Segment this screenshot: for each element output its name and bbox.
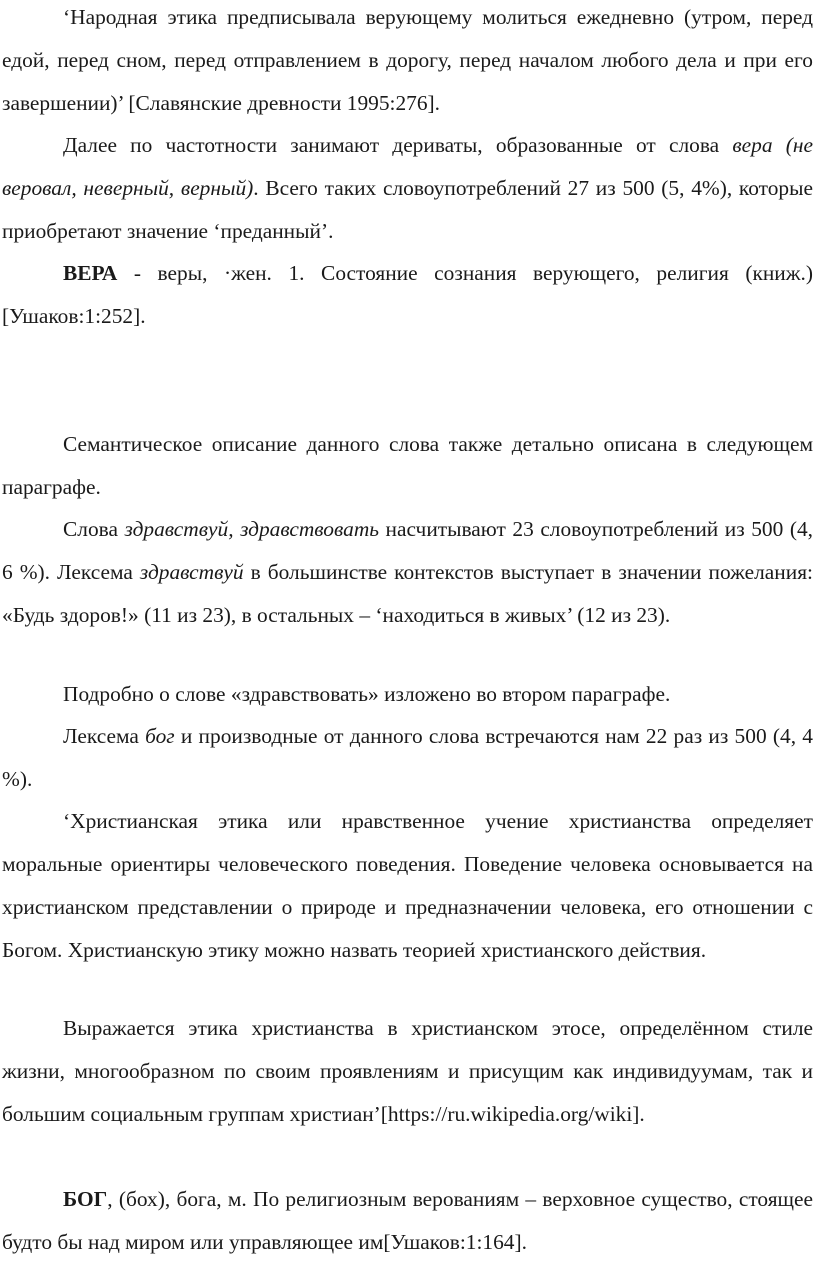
paragraph-text: Семантическое описание данного слова также детально описана в следующем параграфе. <box>2 432 813 500</box>
paragraph-text: и производные от данного слова встречаются нам 22 раз из 500 (4, 4 %). <box>2 724 813 792</box>
paragraph-text: Слова <box>63 517 125 541</box>
dictionary-entry-vera <box>2 252 813 338</box>
dictionary-entry-bog <box>2 1178 813 1264</box>
headword: БОГ <box>63 1187 108 1211</box>
paragraph-vera-derivatives <box>2 124 813 253</box>
italic-term: вера (не веровал, неверный, верный) <box>2 133 814 201</box>
definition-text: , (бох), бога, м. По религиозным верованиям – верховное существо, стоящее будто бы над миром или управляющее им[Ушаков:1:164]. <box>2 1187 813 1255</box>
paragraph-text: ‘Народная этика предписывала верующему молиться ежедневно (утром, перед едой, перед сном, перед отправлением в дорогу, перед началом любого дела и при его завершении)’ [Славянские древности 1995:276]. <box>2 5 813 116</box>
paragraph-bog-lexeme <box>2 715 813 801</box>
paragraph-christian-ethics <box>2 800 813 972</box>
paragraph-text: Лексема <box>63 724 146 748</box>
paragraph-text: Выражается этика христианства в христианском этосе, определённом стиле жизни, многообразном по своим проявлениям и присущим как индивидуумам, так и большим социальным группам христиан’[https://ru.wikipedia.org/wiki]. <box>2 1016 813 1127</box>
italic-term: здравствуй, здравствовать <box>124 517 380 541</box>
paragraph-text: ‘Христианская этика или нравственное учение христианства определяет моральные ориентиры человеческого поведения. Поведение человека основывается на христианском представлении о природе и предназначении человека, его отношении с Богом. Христианскую этику можно назвать теорией христианского действия. <box>2 809 813 963</box>
definition-text: - веры, ·жен. 1. Состояние сознания верующего, религия (книж.) [Ушаков:1:252]. <box>2 261 813 329</box>
paragraph-text: Подробно о слове «здравствовать» изложено во втором параграфе. <box>63 682 671 706</box>
headword: ВЕРА <box>63 261 118 285</box>
paragraph-text: в большинстве контекстов выступает в значении пожелания: «Будь здоров!» (11 из 23), в остальных – ‘находиться в живых’ (12 из 23). <box>2 560 813 628</box>
paragraph-text: Далее по частотности занимают дериваты, образованные от слова <box>63 133 733 157</box>
paragraph-zdravstvuy <box>2 508 813 637</box>
paragraph-semantic-description <box>2 423 813 509</box>
paragraph-text: насчитывают 23 словоупотреблений из 500 (4, 6 %). Лексема <box>2 517 813 585</box>
paragraph-second-section-note <box>2 673 813 716</box>
paragraph-prayer-ethics <box>2 0 813 125</box>
paragraph-text: . Всего таких словоупотреблений 27 из 500 (5, 4%), которые приобретают значение ‘преданный’. <box>2 176 813 244</box>
italic-term: здравствуй <box>139 560 244 585</box>
paragraph-christian-ethos <box>2 1007 813 1136</box>
italic-term: бог <box>145 724 175 748</box>
